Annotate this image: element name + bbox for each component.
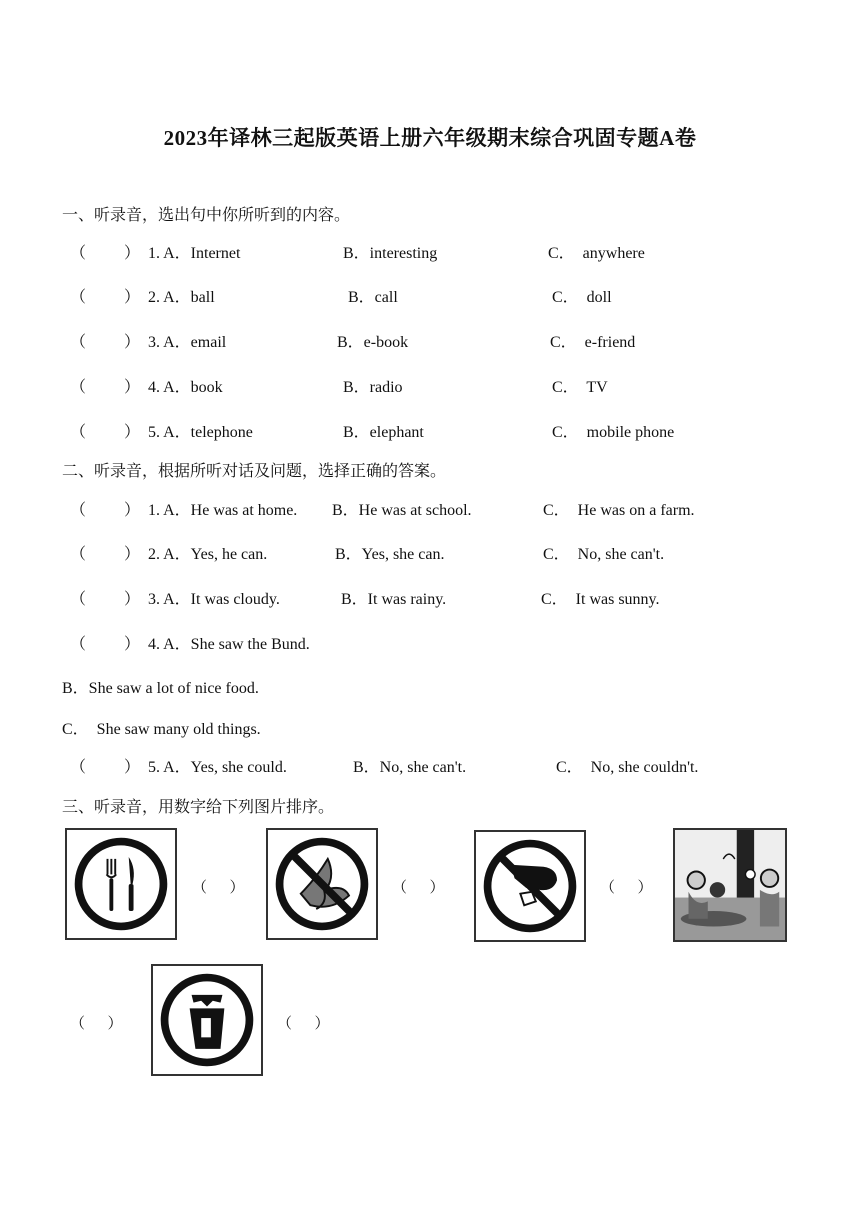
option-a: 5. A．Yes, she could. <box>148 759 287 776</box>
section-3-heading: 三、听录音，用数字给下列图片排序。 <box>62 799 335 816</box>
s1-question-1 <box>0 240 860 264</box>
answer-paren-right[interactable]: ） <box>124 502 141 519</box>
answer-paren-right[interactable]: ） <box>124 424 141 441</box>
option-a: 5. A．telephone <box>148 424 253 441</box>
s2-question-5 <box>0 754 860 778</box>
picture-5 <box>151 964 263 1076</box>
picture-4 <box>673 828 787 942</box>
option-b: B．e-book <box>337 334 409 351</box>
answer-paren-right[interactable]: ） <box>124 546 141 563</box>
option-c: C． He was on a farm. <box>543 502 695 519</box>
option-a: 4. A．book <box>148 379 223 396</box>
picture-1-answer-paren[interactable]: （ ） <box>192 880 245 896</box>
s2-question-4-option-c: C． She saw many old things. <box>62 721 261 738</box>
answer-paren-left[interactable]: （ <box>70 379 87 396</box>
picture-3 <box>474 830 586 942</box>
answer-paren-right[interactable]: ） <box>124 759 141 776</box>
answer-paren-left[interactable]: （ <box>70 289 87 306</box>
picture-3-answer-paren[interactable]: （ ） <box>600 880 653 896</box>
s2-question-3 <box>0 586 860 610</box>
answer-paren-left[interactable]: （ <box>70 334 87 351</box>
s2-question-2 <box>0 541 860 565</box>
option-a: 2. A．Yes, he can. <box>148 546 268 563</box>
answer-paren-right[interactable]: ） <box>124 289 141 306</box>
option-b: B．elephant <box>343 424 424 441</box>
answer-paren-right[interactable]: ） <box>124 245 141 262</box>
option-a: 2. A．ball <box>148 289 215 306</box>
picture-2 <box>266 828 378 940</box>
s1-question-4 <box>0 374 860 398</box>
option-b: B．He was at school. <box>332 502 472 519</box>
option-b: B．interesting <box>343 245 438 262</box>
answer-paren-left[interactable]: （ <box>70 759 87 776</box>
s2-question-4 <box>0 631 860 655</box>
answer-paren-right[interactable]: ） <box>124 636 141 653</box>
option-c: C． No, she couldn't. <box>556 759 699 776</box>
smoking-people-cartoon-icon <box>675 830 785 940</box>
no-banana-sign-icon <box>268 830 376 938</box>
page-title: 2023年译林三起版英语上册六年级期末综合巩固专题A卷 <box>163 126 697 150</box>
recycle-bin-sign-icon <box>153 966 261 1074</box>
option-c: C． anywhere <box>548 245 645 262</box>
answer-paren-left[interactable]: （ <box>70 245 87 262</box>
option-b: B．No, she can't. <box>353 759 467 776</box>
fork-knife-sign-icon <box>67 830 175 938</box>
answer-paren-left[interactable]: （ <box>70 636 87 653</box>
s2-question-4-option-b: B．She saw a lot of nice food. <box>62 680 259 697</box>
option-b: B．call <box>348 289 398 306</box>
picture-4-answer-paren[interactable]: （ ） <box>70 1016 123 1032</box>
option-a: 4. A．She saw the Bund. <box>148 636 310 653</box>
option-b: B．Yes, she can. <box>335 546 445 563</box>
s2-question-1 <box>0 497 860 521</box>
answer-paren-left[interactable]: （ <box>70 424 87 441</box>
option-a: 3. A．email <box>148 334 227 351</box>
answer-paren-left[interactable]: （ <box>70 546 87 563</box>
option-c: C． mobile phone <box>552 424 675 441</box>
no-littering-sign-icon <box>476 832 584 940</box>
answer-paren-left[interactable]: （ <box>70 591 87 608</box>
option-c: C． doll <box>552 289 612 306</box>
option-a: 1. A．He was at home. <box>148 502 298 519</box>
s1-question-2 <box>0 284 860 308</box>
answer-paren-right[interactable]: ） <box>124 334 141 351</box>
section-1-heading: 一、听录音，选出句中你所听到的内容。 <box>62 207 351 224</box>
option-b: B．radio <box>343 379 403 396</box>
option-b: B．It was rainy. <box>341 591 447 608</box>
option-a: 3. A．It was cloudy. <box>148 591 280 608</box>
picture-2-answer-paren[interactable]: （ ） <box>392 880 445 896</box>
option-a: 1. A．Internet <box>148 245 241 262</box>
option-c: C． No, she can't. <box>543 546 665 563</box>
answer-paren-left[interactable]: （ <box>70 502 87 519</box>
s1-question-5 <box>0 419 860 443</box>
answer-paren-right[interactable]: ） <box>124 379 141 396</box>
option-c: C． e-friend <box>550 334 636 351</box>
s1-question-3 <box>0 329 860 353</box>
answer-paren-right[interactable]: ） <box>124 591 141 608</box>
section-2-heading: 二、听录音，根据所听对话及问题，选择正确的答案。 <box>62 463 447 480</box>
picture-5-answer-paren[interactable]: （ ） <box>277 1016 330 1032</box>
option-c: C． It was sunny. <box>541 591 660 608</box>
picture-1 <box>65 828 177 940</box>
option-c: C． TV <box>552 379 608 396</box>
